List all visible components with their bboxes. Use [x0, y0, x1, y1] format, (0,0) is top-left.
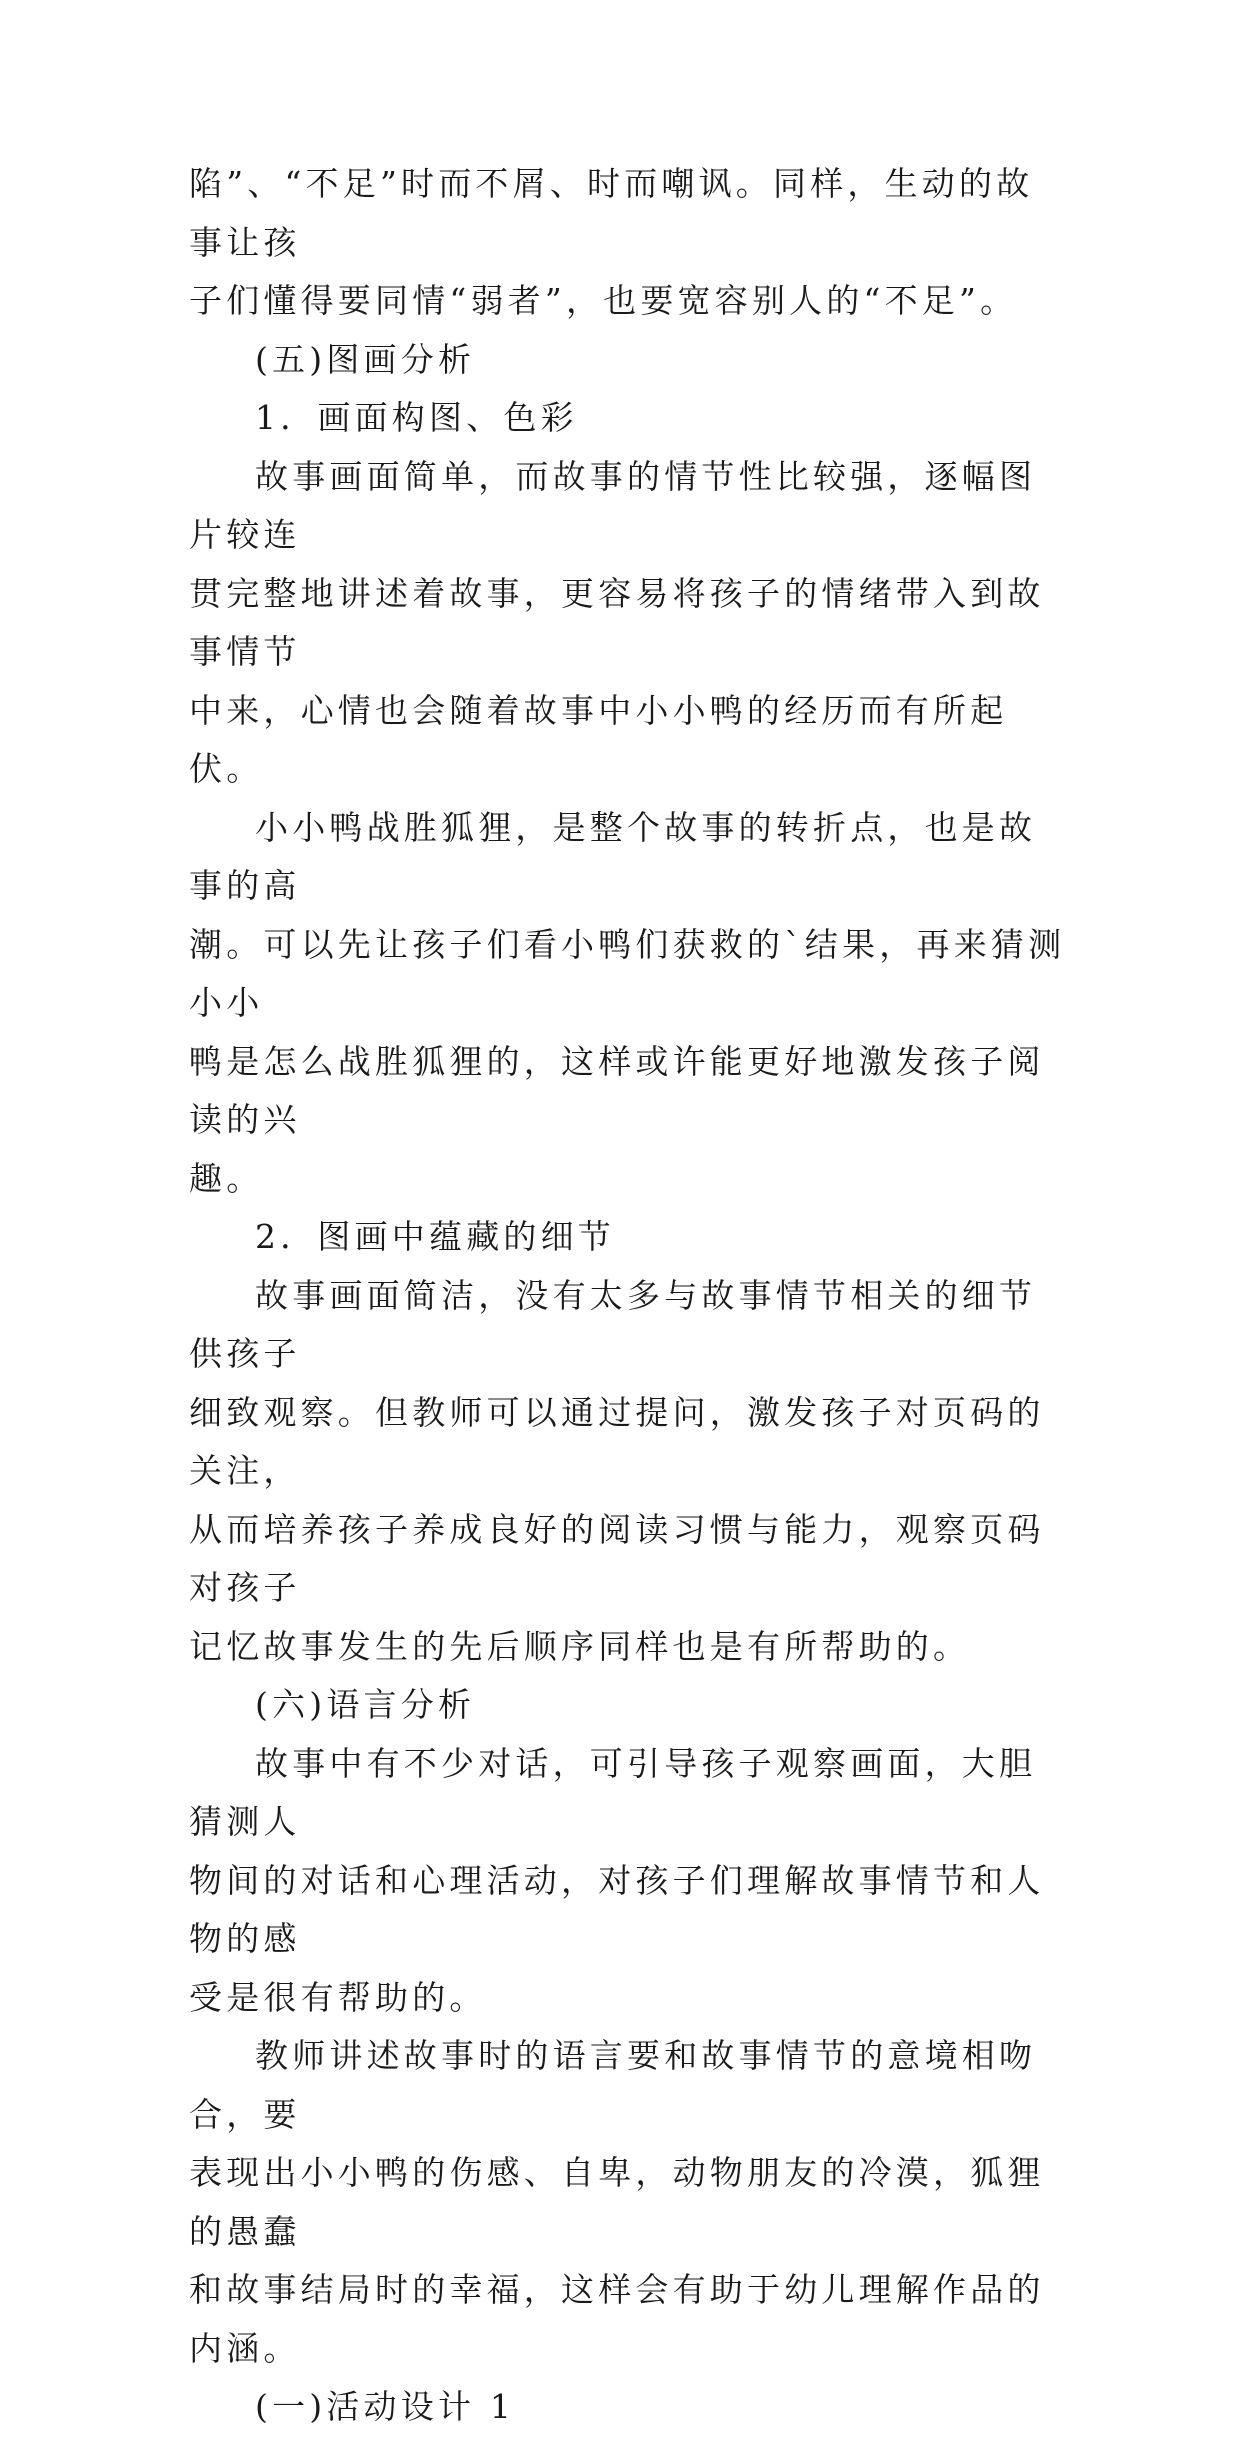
- heading-activity-design: (一)活动设计 1: [255, 2387, 516, 2426]
- heading-language-analysis: (六)语言分析: [255, 1685, 476, 1724]
- heading-picture-analysis: (五)图画分析: [255, 339, 476, 379]
- paragraph-details: 故事画面简洁，没有太多与故事情节相关的细节供孩子 细致观察。但教师可以通过提问，激发孩子对页码的关注， 从而培养孩子养成良好的阅读习惯与能力，观察页码对孩子 记忆故事发生的先后顺序同样也是有所帮助的。: [189, 1275, 1045, 1666]
- subheading-composition-color: 1．画面构图、色彩: [255, 398, 578, 437]
- paragraph-composition: 故事画面简单，而故事的情节性比较强，逐幅图片较连 贯完整地讲述着故事，更容易将孩子的情绪带入到故事情节 中来，心情也会随着故事中小小鸭的经历而有所起伏。: [189, 456, 1045, 788]
- paragraph-continued: 陷”、“不足”时而不屑、时而嘲讽。同样，生动的故事让孩 子们懂得要同情“弱者”，也要宽容别人的“不足”。: [189, 164, 1034, 320]
- document-body: [189, 155, 1069, 2437]
- paragraph-dialogue: 故事中有不少对话，可引导孩子观察画面，大胆猜测人 物间的对话和心理活动，对孩子们理解故事情节和人物的感 受是很有帮助的。: [189, 1743, 1045, 2017]
- paragraph-turning-point: 小小鸭战胜狐狸，是整个故事的转折点，也是故事的高 潮。可以先让孩子们看小鸭们获救的`结果，再来猜测小小 鸭是怎么战胜狐狸的，这样或许能更好地激发孩子阅读的兴 趣。: [189, 807, 1066, 1198]
- subheading-hidden-details: 2．图画中蕴藏的细节: [255, 1217, 615, 1256]
- paragraph-teacher-language: 教师讲述故事时的语言要和故事情节的意境相吻合，要 表现出小小鸭的伤感、自卑，动物朋友的冷漠，狐狸的愚蠢 和故事结局时的幸福，这样会有助于幼儿理解作品的内涵。: [189, 2036, 1045, 2368]
